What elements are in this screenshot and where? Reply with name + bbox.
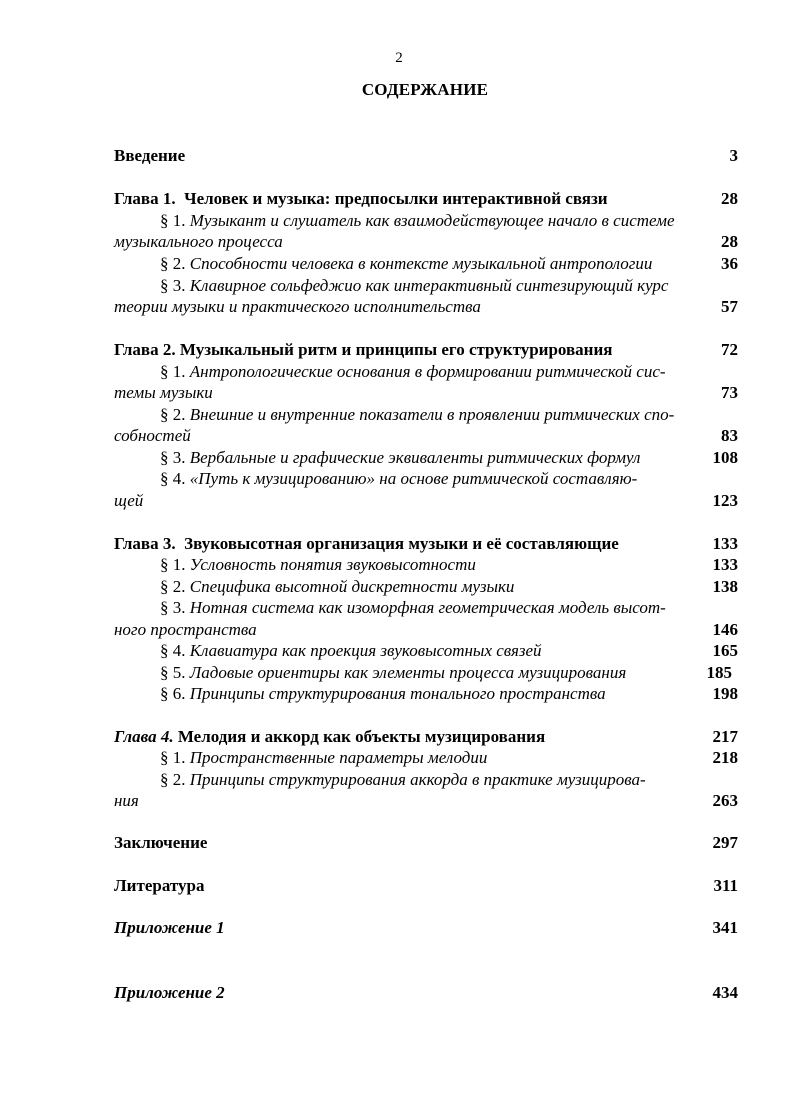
toc-page: 434: [712, 983, 738, 1002]
toc-page: 218: [712, 748, 738, 767]
chapter-prefix: Глава 4.: [114, 727, 174, 746]
toc-page: 165: [712, 641, 738, 660]
toc-page: 198: [712, 684, 738, 703]
chapter-prefix: Глава 2.: [114, 340, 176, 359]
toc-label: Способности человека в контексте музыкальной антропологии: [189, 254, 653, 273]
toc-label: Приложение 1: [114, 918, 225, 937]
toc-label: Клавиатура как проекция звуковысотных связей: [189, 641, 542, 660]
toc-label: Принципы структурирования аккорда в практике музицирова-: [189, 770, 646, 789]
toc-page: 73: [721, 383, 738, 402]
toc-label: Приложение 2: [114, 983, 225, 1002]
toc-label: Условность понятия звуковысотности: [189, 555, 476, 574]
toc-page: 133: [712, 534, 738, 553]
table-of-contents: Введение 3 Глава 1. Человек и музыка: предпосылки интерактивной связи 28 § 1. Музыкант и слушатель как взаимодействующее начало в системе музыкального процесса 28 § 2. Способности человека в контексте музыкальной антропологии 36 § 3. Клавирное сольфеджио как интерактивный синтезирующий курс теории музыки и практического исполнительства 57 Глава 2. Музыкальный ритм и принципы его структурирования 72 § 1. Антропологические основания в формировании ритмической сис- темы музыки 73 § 2. Внешние и внутренние показатели в проявлении ритмических спо- собностей 83 § 3. Вербальные и графические эквиваленты ритмических формул 108 § 4. «Путь к музицированию» на основе ритмической составляю- щей 123 Глава 3. Звуковысотная организация музыки и её составляющие 133 § 1. Условность понятия звуковысотности 133 § 2. Специфика высотной дискретности музыки 138 § 3. Нотная система как изоморфная геометрическая модель высот- ного пространства 146 § 4. Клавиатура как проекция звуковысотных связей 165 § 5. Ладовые ориентиры как элементы процесса музицирования 185 § 6. Принципы структурирования тонального пространства 198 Глава 4. Мелодия и аккорд как объекты музицирования 217 § 1. Пространственные параметры мелодии 218 § 2. Принципы структурирования аккорда в практике музицирова- ния 263 Заключение 297 Литература 311 Приложение 1 341 Приложение 2 434: [114, 146, 738, 1002]
toc-page: 83: [721, 426, 738, 445]
toc-label: Ладовые ориентиры как элементы процесса музицирования: [189, 663, 627, 682]
toc-page: 123: [712, 491, 738, 510]
toc-page: 146: [712, 620, 738, 639]
toc-page: 36: [721, 254, 738, 273]
toc-page: 217: [712, 727, 738, 746]
toc-label: Введение: [114, 146, 186, 165]
toc-label: Звуковысотная организация музыки и её составляющие: [184, 534, 619, 553]
page-number: 2: [395, 50, 403, 66]
toc-label: Специфика высотной дискретности музыки: [189, 577, 515, 596]
toc-page: 133: [712, 555, 738, 574]
toc-label: «Путь к музицированию» на основе ритмической составляю-: [189, 469, 638, 488]
toc-label: Пространственные параметры мелодии: [189, 748, 488, 767]
toc-label: Литература: [114, 876, 205, 895]
page-title: СОДЕРЖАНИЕ: [361, 80, 489, 99]
chapter-prefix: Глава 1.: [114, 189, 176, 208]
toc-page: 108: [712, 448, 738, 467]
toc-label: Антропологические основания в формировании ритмической сис-: [189, 362, 666, 381]
toc-page: 185: [706, 663, 732, 682]
toc-page: 3: [729, 146, 738, 165]
toc-label: Внешние и внутренние показатели в проявлении ритмических спо-: [189, 405, 675, 424]
toc-label: Человек и музыка: предпосылки интерактивной связи: [184, 189, 608, 208]
toc-label: Принципы структурирования тонального пространства: [189, 684, 606, 703]
chapter-prefix: Глава 3.: [114, 534, 176, 553]
toc-label: Клавирное сольфеджио как интерактивный синтезирующий курс: [189, 276, 669, 295]
toc-page: 311: [713, 876, 738, 895]
toc-page: 297: [712, 833, 738, 852]
toc-label: Вербальные и графические эквиваленты ритмических формул: [189, 448, 641, 467]
toc-page: 72: [721, 340, 738, 359]
toc-label: Заключение: [114, 833, 208, 852]
toc-page: 341: [712, 918, 738, 937]
toc-label: Музыкальный ритм и принципы его структурирования: [179, 340, 613, 359]
toc-page: 28: [721, 232, 738, 251]
toc-page: 263: [712, 791, 738, 810]
toc-page: 28: [721, 189, 738, 208]
toc-page: 57: [721, 297, 738, 316]
toc-page: 138: [712, 577, 738, 596]
toc-label: Мелодия и аккорд как объекты музицирования: [177, 727, 546, 746]
toc-label: Музыкант и слушатель как взаимодействующее начало в системе: [189, 211, 675, 230]
toc-label: Нотная система как изоморфная геометрическая модель высот-: [189, 598, 666, 617]
